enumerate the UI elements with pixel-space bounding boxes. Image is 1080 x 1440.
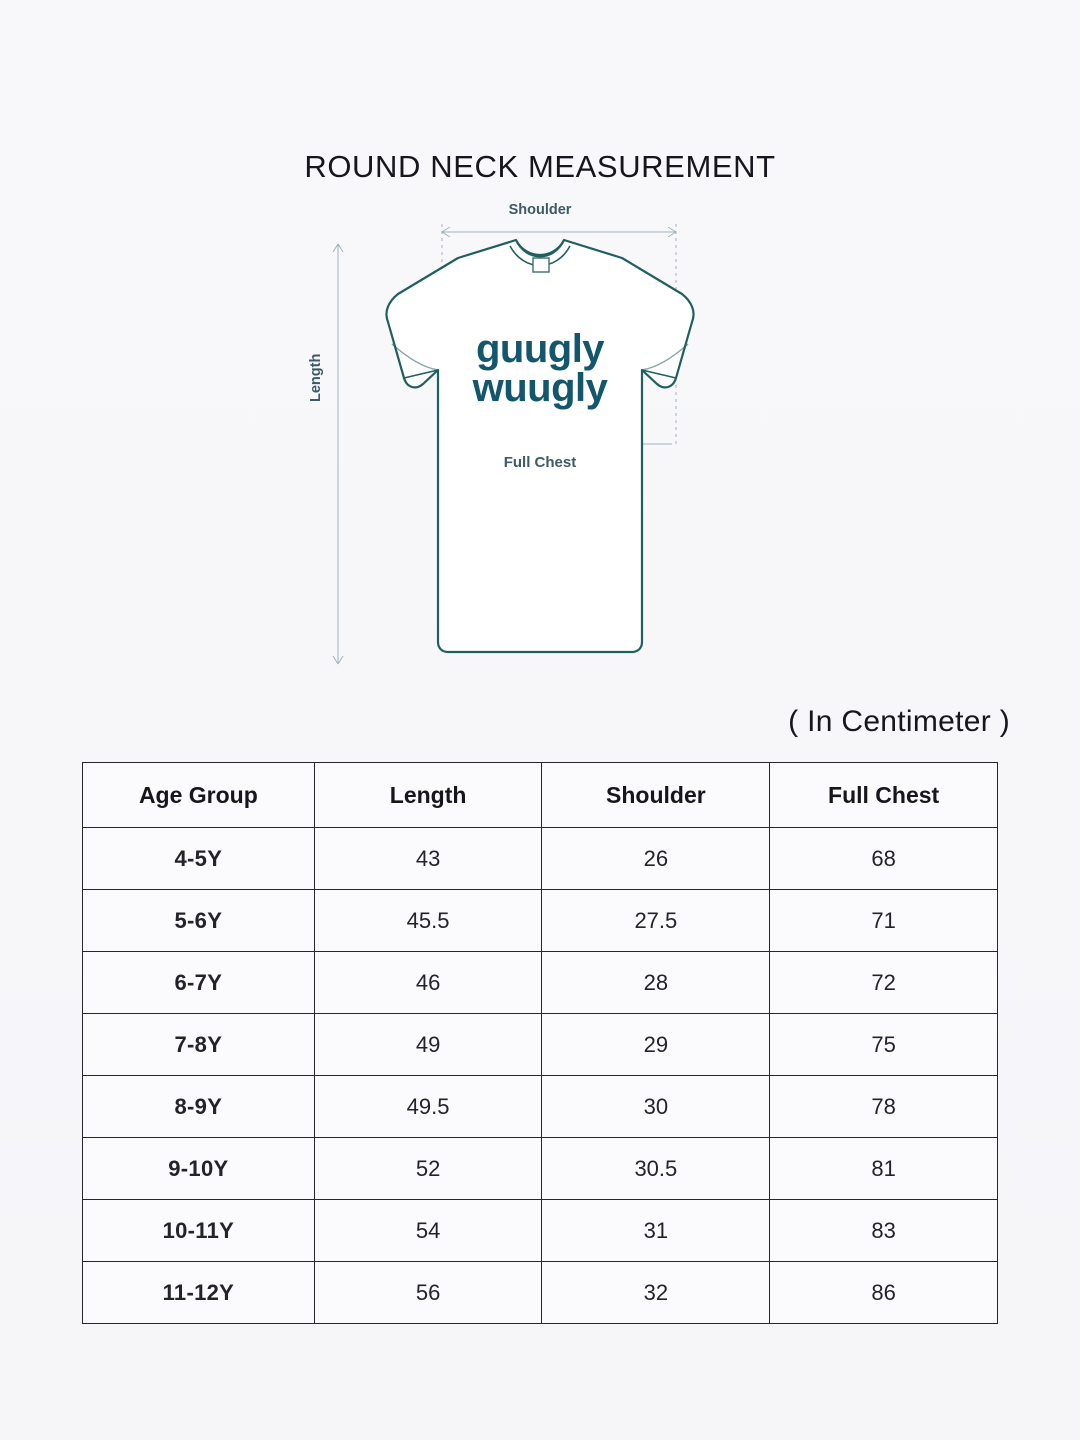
cell-length: 46 xyxy=(314,952,542,1014)
cell-full-chest: 81 xyxy=(770,1138,998,1200)
length-dimension-label: Length xyxy=(308,353,324,403)
table-row xyxy=(83,890,998,952)
cell-age-group: 10-11Y xyxy=(83,1200,315,1262)
column-header-length: Length xyxy=(314,763,542,828)
cell-shoulder: 32 xyxy=(542,1262,770,1324)
cell-length: 43 xyxy=(314,828,542,890)
cell-age-group: 7-8Y xyxy=(83,1014,315,1076)
table-row xyxy=(83,1200,998,1262)
unit-note: ( In Centimeter ) xyxy=(788,705,1010,738)
cell-age-group: 11-12Y xyxy=(83,1262,315,1324)
table-row xyxy=(83,1076,998,1138)
cell-age-group: 9-10Y xyxy=(83,1138,315,1200)
cell-length: 49.5 xyxy=(314,1076,542,1138)
cell-shoulder: 31 xyxy=(542,1200,770,1262)
cell-shoulder: 26 xyxy=(542,828,770,890)
cell-shoulder: 30 xyxy=(542,1076,770,1138)
cell-shoulder: 29 xyxy=(542,1014,770,1076)
table-row xyxy=(83,828,998,890)
cell-shoulder: 30.5 xyxy=(542,1138,770,1200)
tshirt-illustration xyxy=(0,202,1080,712)
table-row xyxy=(83,1014,998,1076)
brand-line-2: wuugly xyxy=(472,366,608,411)
column-header-age-group: Age Group xyxy=(83,763,315,828)
cell-age-group: 4-5Y xyxy=(83,828,315,890)
brand-logo xyxy=(330,327,750,411)
illustration-inner xyxy=(308,202,750,702)
size-table-wrapper xyxy=(82,762,998,1324)
cell-full-chest: 78 xyxy=(770,1076,998,1138)
table-row xyxy=(83,952,998,1014)
brand-line-1: guugly xyxy=(475,327,605,372)
cell-full-chest: 86 xyxy=(770,1262,998,1324)
cell-age-group: 5-6Y xyxy=(83,890,315,952)
cell-length: 56 xyxy=(314,1262,542,1324)
cell-full-chest: 72 xyxy=(770,952,998,1014)
table-header-row xyxy=(83,763,998,828)
cell-length: 54 xyxy=(314,1200,542,1262)
column-header-shoulder: Shoulder xyxy=(542,763,770,828)
cell-length: 45.5 xyxy=(314,890,542,952)
column-header-full-chest: Full Chest xyxy=(770,763,998,828)
cell-age-group: 8-9Y xyxy=(83,1076,315,1138)
full-chest-dimension-label: Full Chest xyxy=(503,454,577,472)
page-title: ROUND NECK MEASUREMENT xyxy=(304,149,776,184)
shoulder-dimension-label: Shoulder xyxy=(508,202,572,219)
table-row xyxy=(83,1262,998,1324)
cell-shoulder: 27.5 xyxy=(542,890,770,952)
cell-length: 49 xyxy=(314,1014,542,1076)
cell-full-chest: 68 xyxy=(770,828,998,890)
cell-full-chest: 71 xyxy=(770,890,998,952)
cell-full-chest: 75 xyxy=(770,1014,998,1076)
cell-shoulder: 28 xyxy=(542,952,770,1014)
cell-full-chest: 83 xyxy=(770,1200,998,1262)
cell-length: 52 xyxy=(314,1138,542,1200)
size-table xyxy=(82,762,998,1324)
cell-age-group: 6-7Y xyxy=(83,952,315,1014)
tshirt-diagram-svg xyxy=(330,202,750,702)
table-row xyxy=(83,1138,998,1200)
